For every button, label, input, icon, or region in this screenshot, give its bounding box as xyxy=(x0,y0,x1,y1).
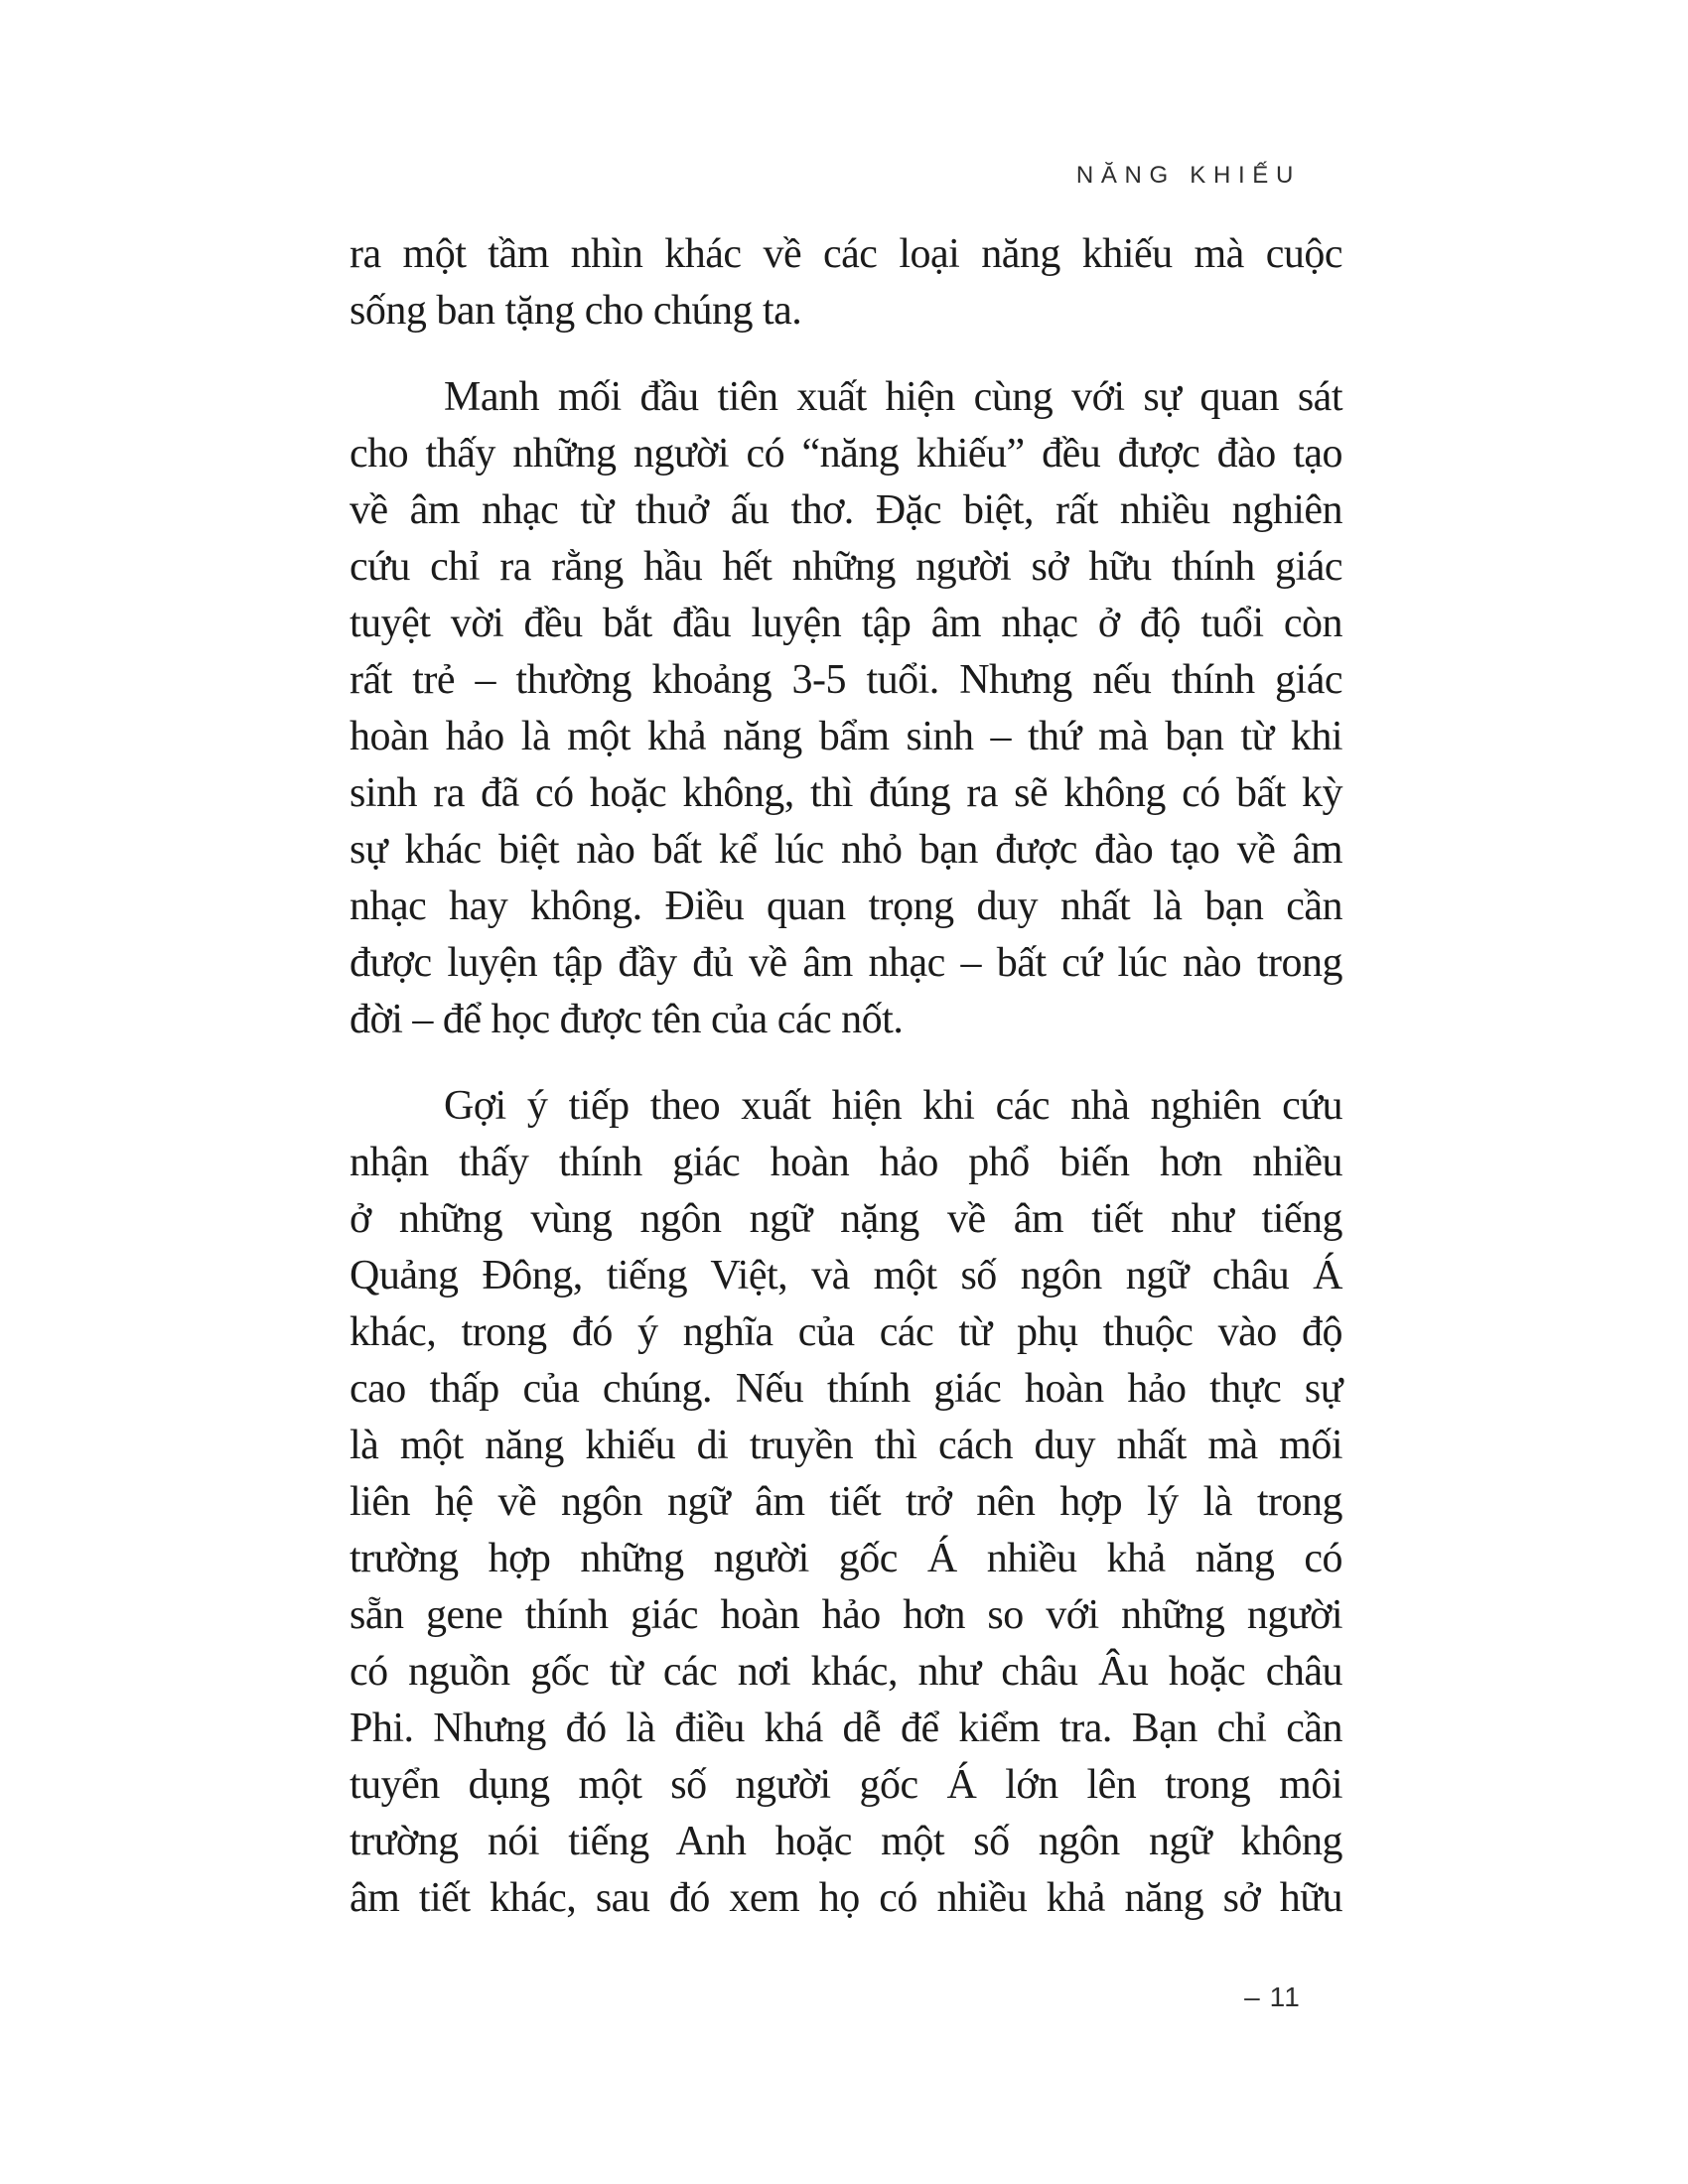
text-line: ở những vùng ngôn ngữ nặng về âm tiết như tiếng xyxy=(350,1196,1342,1242)
text-line: cao thấp của chúng. Nếu thính giác hoàn hảo thực sự xyxy=(350,1366,1342,1412)
text-line: sinh ra đã có hoặc không, thì đúng ra sẽ không có bất kỳ xyxy=(350,770,1342,816)
text-line: Phi. Nhưng đó là điều khá dễ để kiểm tra. Bạn chỉ cần xyxy=(350,1706,1342,1751)
page-number: – 11 xyxy=(1244,1981,1301,2012)
text-line: đời – để học được tên của các nốt. xyxy=(350,997,904,1042)
paragraph xyxy=(350,369,1342,1048)
body-text xyxy=(350,226,1342,1927)
paragraph xyxy=(350,1078,1342,1927)
text-line: trường nói tiếng Anh hoặc một số ngôn ngữ không xyxy=(350,1819,1342,1864)
text-line: sống ban tặng cho chúng ta. xyxy=(350,288,802,334)
text-line: có nguồn gốc từ các nơi khác, như châu Âu hoặc châu xyxy=(350,1649,1342,1695)
text-line: tuyển dụng một số người gốc Á lớn lên trong môi xyxy=(350,1762,1342,1808)
text-line: cứu chỉ ra rằng hầu hết những người sở hữu thính giác xyxy=(350,544,1342,590)
running-head: NĂNG KHIẾU xyxy=(1075,162,1301,189)
text-line: liên hệ về ngôn ngữ âm tiết trở nên hợp lý là trong xyxy=(350,1479,1342,1525)
text-line: Quảng Đông, tiếng Việt, và một số ngôn ngữ châu Á xyxy=(350,1253,1342,1298)
text-line: là một năng khiếu di truyền thì cách duy nhất mà mối xyxy=(350,1423,1342,1468)
text-line: cho thấy những người có “năng khiếu” đều được đào tạo xyxy=(350,431,1342,477)
text-line: ra một tầm nhìn khác về các loại năng khiếu mà cuộc xyxy=(350,231,1342,277)
text-line: hoàn hảo là một khả năng bẩm sinh – thứ mà bạn từ khi xyxy=(350,714,1342,759)
text-line: âm tiết khác, sau đó xem họ có nhiều khả năng sở hữu xyxy=(350,1875,1342,1921)
text-line: Gợi ý tiếp theo xuất hiện khi các nhà nghiên cứu xyxy=(444,1083,1342,1129)
text-line: trường hợp những người gốc Á nhiều khả năng có xyxy=(350,1536,1342,1581)
text-line: nhạc hay không. Điều quan trọng duy nhất là bạn cần xyxy=(350,884,1342,929)
text-line: tuyệt vời đều bắt đầu luyện tập âm nhạc ở độ tuổi còn xyxy=(350,601,1342,646)
text-line: Manh mối đầu tiên xuất hiện cùng với sự quan sát xyxy=(444,374,1342,420)
text-line: nhận thấy thính giác hoàn hảo phổ biến hơn nhiều xyxy=(350,1140,1342,1185)
text-line: sẵn gene thính giác hoàn hảo hơn so với những người xyxy=(350,1592,1342,1638)
text-line: về âm nhạc từ thuở ấu thơ. Đặc biệt, rất nhiều nghiên xyxy=(350,487,1342,533)
text-line: được luyện tập đầy đủ về âm nhạc – bất cứ lúc nào trong xyxy=(350,940,1342,986)
text-line: rất trẻ – thường khoảng 3-5 tuổi. Nhưng nếu thính giác xyxy=(350,657,1342,703)
text-line: sự khác biệt nào bất kể lúc nhỏ bạn được đào tạo về âm xyxy=(350,827,1342,873)
text-line: khác, trong đó ý nghĩa của các từ phụ thuộc vào độ xyxy=(350,1309,1342,1355)
paragraph xyxy=(350,226,1342,340)
